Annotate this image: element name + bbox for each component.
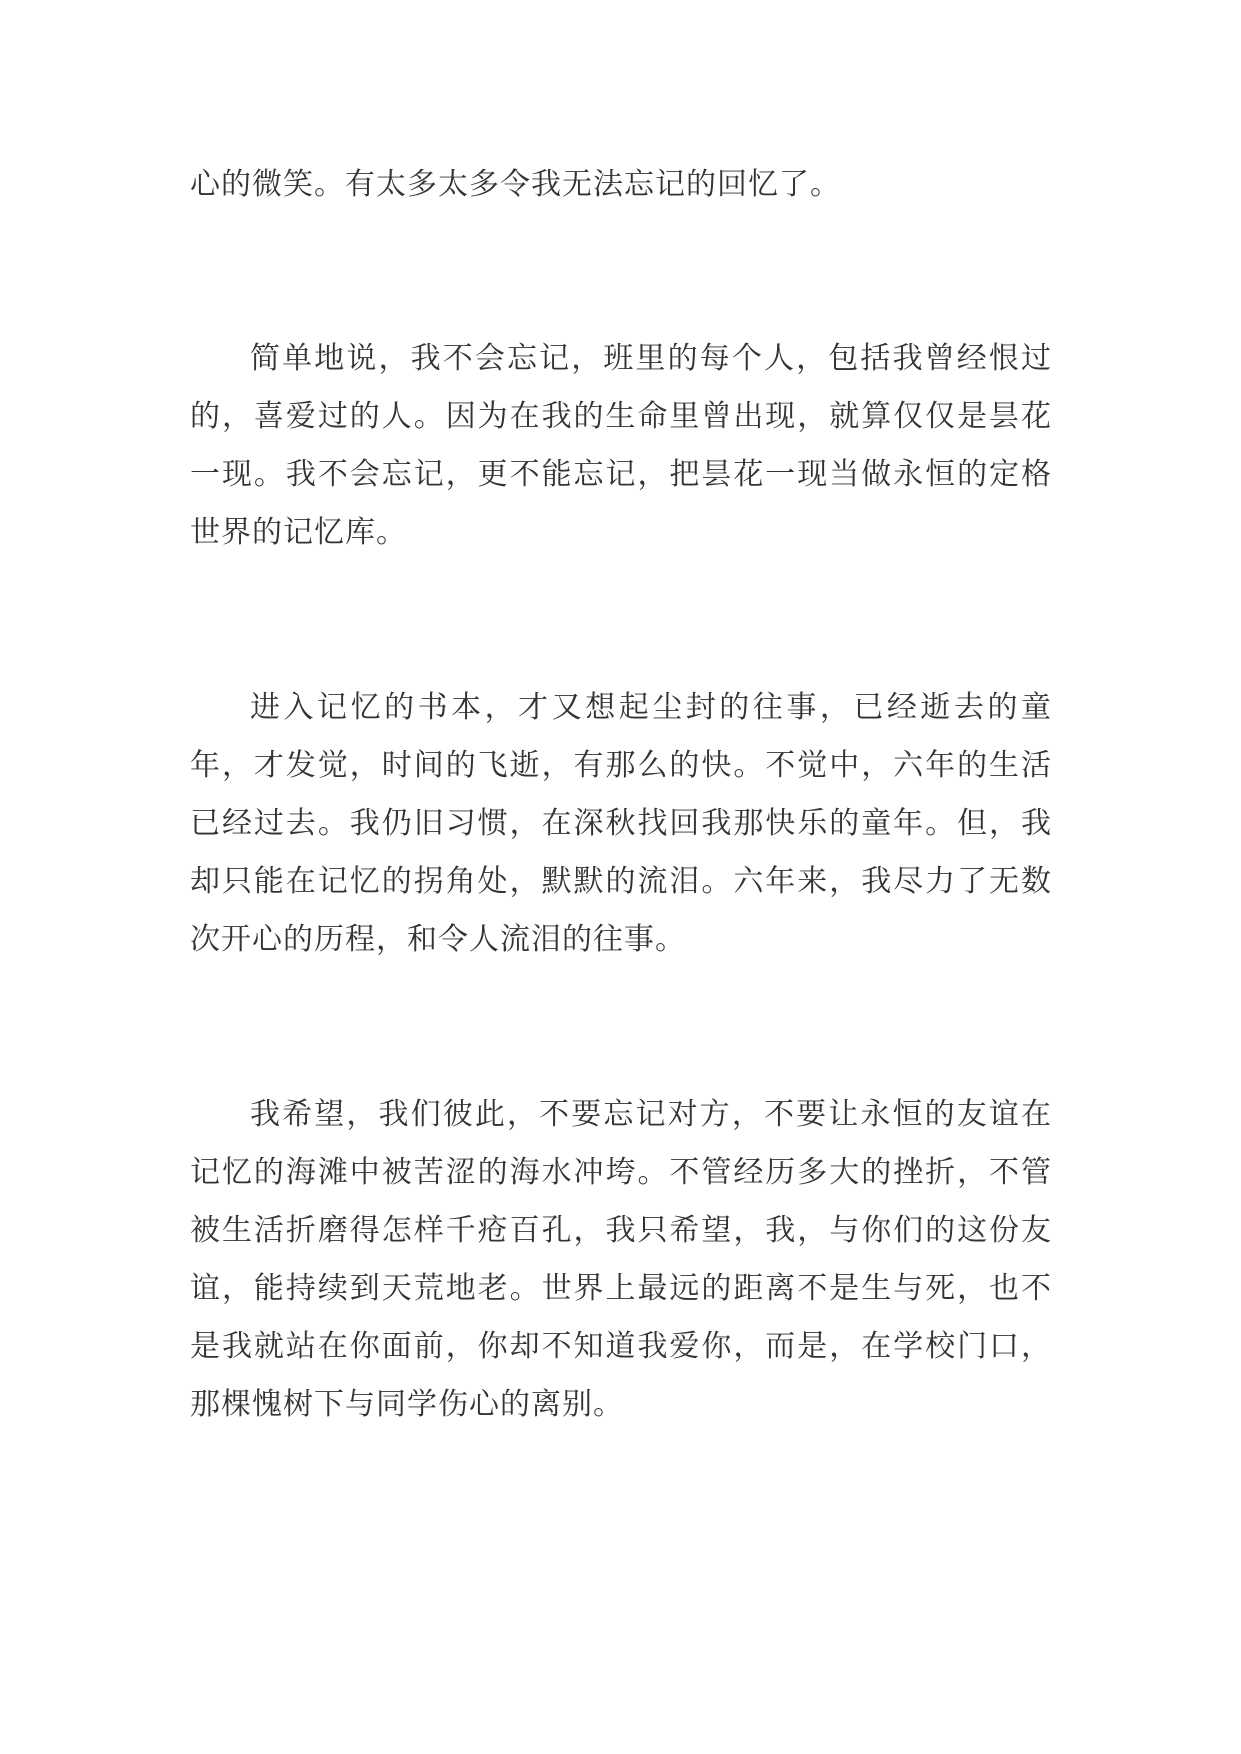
paragraph-childhood-memories: 进入记忆的书本，才又想起尘封的往事，已经逝去的童年，才发觉，时间的飞逝，有那么的快。不觉中，六年的生活已经过去。我仍旧习惯，在深秋找回我那快乐的童年。但，我却只能在记忆的拐角处，默默的流泪。六年来，我尽力了无数次开心的历程，和令人流泪的往事。 — [190, 690, 1052, 957]
paragraph-friendship-wish: 我希望，我们彼此，不要忘记对方，不要让永恒的友谊在记忆的海滩中被苦涩的海水冲垮。不管经历多大的挫折，不管被生活折磨得怎样千疮百孔，我只希望，我，与你们的这份友谊，能持续到天荒地老。世界上最远的距离不是生与死，也不是我就站在你面前，你却不知道我爱你，而是，在学校门口，那棵愧树下与同学伤心的离别。 — [190, 1097, 1052, 1422]
paragraph-remember-classmates: 简单地说，我不会忘记，班里的每个人，包括我曾经恨过的，喜爱过的人。因为在我的生命里曾出现，就算仅仅是昙花一现。我不会忘记，更不能忘记，把昙花一现当做永恒的定格世界的记忆库。 — [190, 341, 1052, 550]
paragraph-continued: 心的微笑。有太多太多令我无法忘记的回忆了。 — [190, 167, 841, 202]
